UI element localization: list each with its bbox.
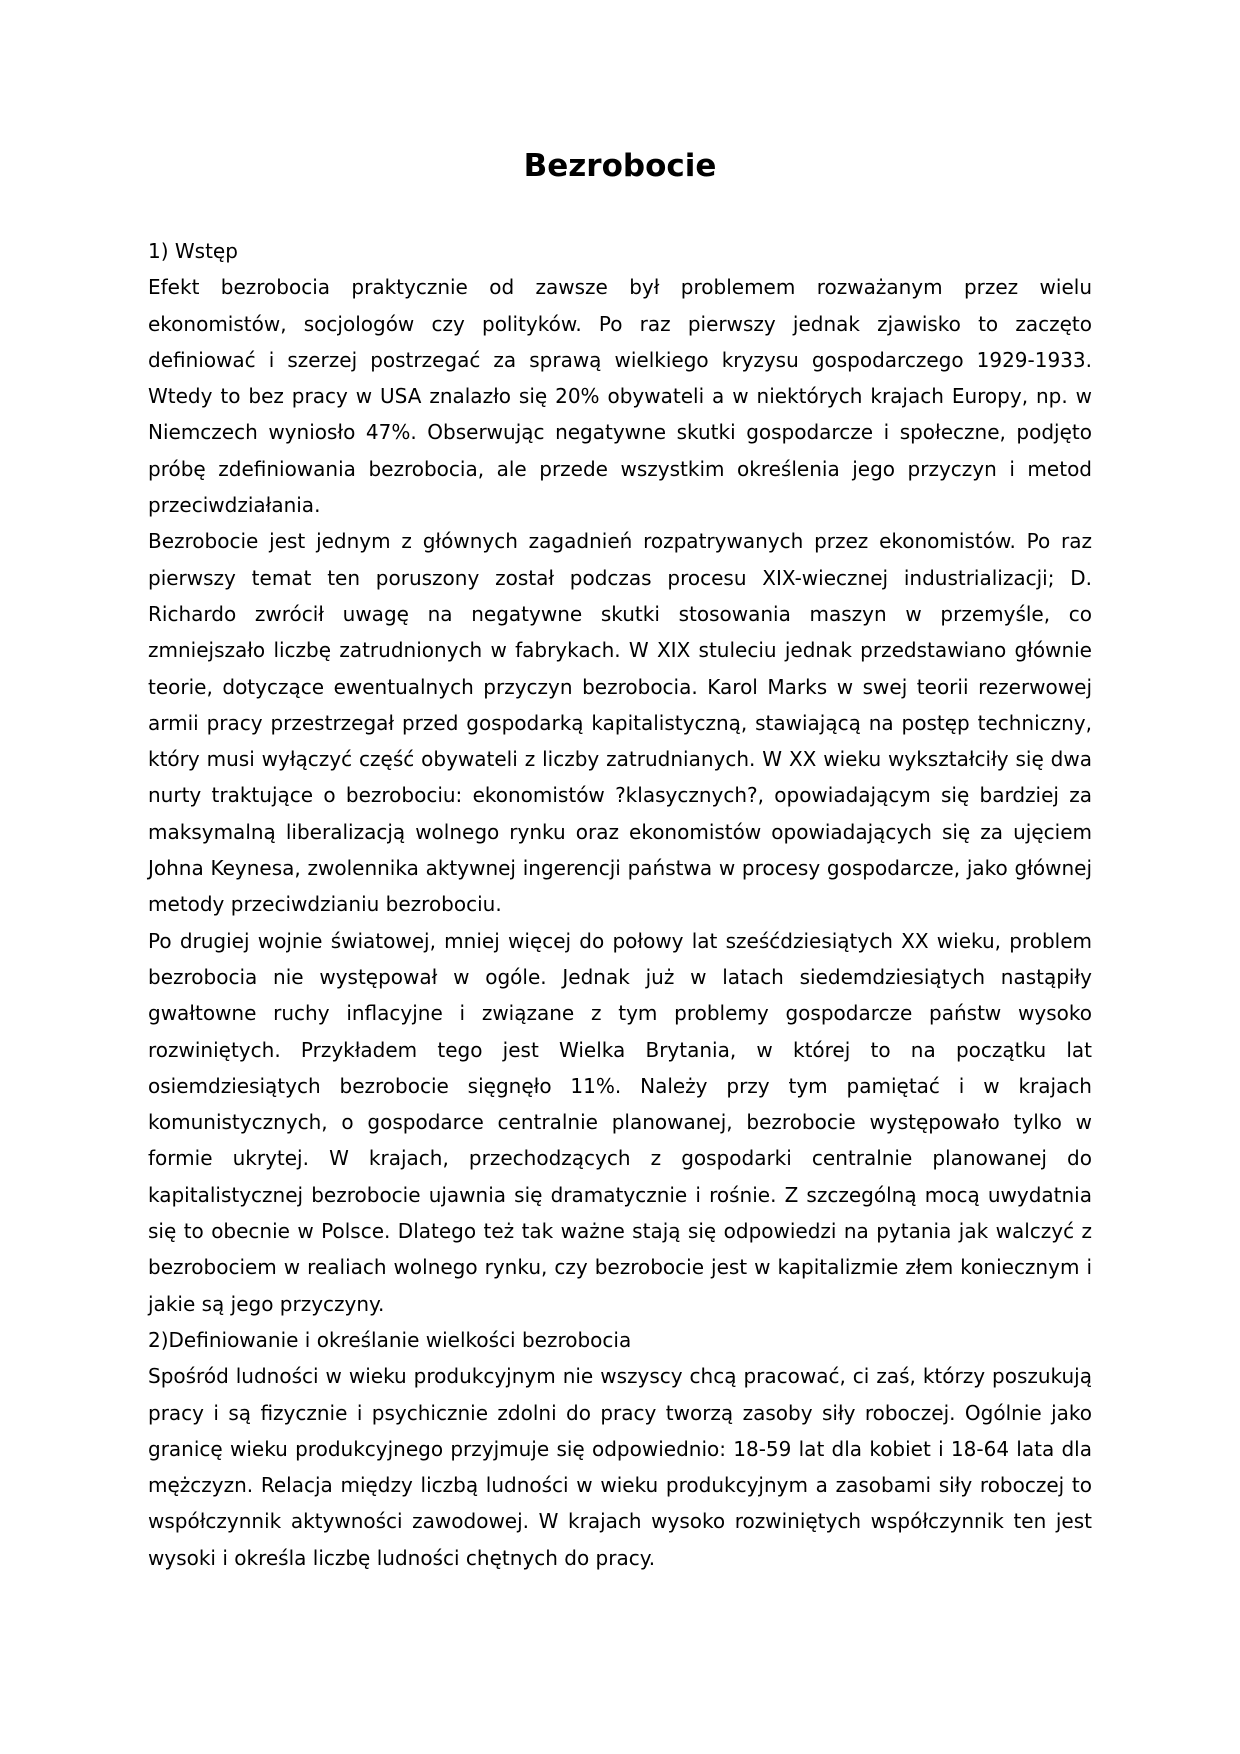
- document-title: Bezrobocie: [523, 148, 717, 184]
- section-heading-definition: 2)Definiowanie i określanie wielkości bezrobocia: [148, 1327, 632, 1352]
- section-heading-introduction: 1) Wstęp: [148, 239, 238, 263]
- paragraph-intro-2: Bezrobocie jest jednym z głównych zagadnień rozpatrywanych przez ekonomistów. Po raz pierwszy temat ten poruszony został podczas procesu XIX-wiecznej industrializacji; D. Richardo zwrócił uwagę na negatywne skutki stosowania maszyn w przemyśle, co zmniejszało liczbę zatrudnionych w fabrykach. W XIX stuleciu jednak przedstawiano głównie teorie, dotyczące ewentualnych przyczyn bezrobocia. Karol Marks w swej teorii rezerwowej armii pracy przestrzegał przed gospodarką kapitalistyczną, stawiającą na postęp techniczny, który musi wyłączyć część obywateli z liczby zatrudnianych. W XX wieku wykształciły się dwa nurty traktujące o bezrobociu: ekonomistów ?klasycznych?, opowiadającym się bardziej za maksymalną liberalizacją wolnego rynku oraz ekonomistów opowiadających się za ujęciem Johna Keynesa, zwolennika aktywnej ingerencji państwa w procesy gospodarcze, jako głównej metody przeciwdzianiu bezrobociu.: [148, 529, 1092, 917]
- paragraph-intro-1: Efekt bezrobocia praktycznie od zawsze był problemem rozważanym przez wielu ekonomistów, socjologów czy polityków. Po raz pierwszy jednak zjawisko to zaczęto definiować i szerzej postrzegać za sprawą wielkiego kryzysu gospodarczego 1929-1933. Wtedy to bez pracy w USA znalazło się 20% obywateli a w niektórych krajach Europy, np. w Niemczech wyniosło 47%. Obserwując negatywne skutki gospodarcze i społeczne, podjęto próbę zdefiniowania bezrobocia, ale przede wszystkim określenia jego przyczyn i metod przeciwdziałania.: [148, 275, 1092, 518]
- document-body: [148, 233, 1092, 1576]
- paragraph-definition-1: Spośród ludności w wieku produkcyjnym nie wszyscy chcą pracować, ci zaś, którzy poszukują pracy i są fizycznie i psychicznie zdolni do pracy tworzą zasoby siły roboczej. Ogólnie jako granicę wieku produkcyjnego przyjmuje się odpowiednio: 18-59 lat dla kobiet i 18-64 lata dla mężczyzn. Relacja między liczbą ludności w wieku produkcyjnym a zasobami siły roboczej to współczynnik aktywności zawodowej. W krajach wysoko rozwiniętych współczynnik ten jest wysoki i określa liczbę ludności chętnych do pracy.: [148, 1364, 1092, 1570]
- paragraph-intro-3: Po drugiej wojnie światowej, mniej więcej do połowy lat sześćdziesiątych XX wieku, problem bezrobocia nie występował w ogóle. Jednak już w latach siedemdziesiątych nastąpiły gwałtowne ruchy inflacyjne i związane z tym problemy gospodarcze państw wysoko rozwiniętych. Przykładem tego jest Wielka Brytania, w której to na początku lat osiemdziesiątych bezrobocie sięgnęło 11%. Należy przy tym pamiętać i w krajach komunistycznych, o gospodarce centralnie planowanej, bezrobocie występowało tylko w formie ukrytej. W krajach, przechodzących z gospodarki centralnie planowanej do kapitalistycznej bezrobocie ujawnia się dramatycznie i rośnie. Z szczególną mocą uwydatnia się to obecnie w Polsce. Dlatego też tak ważne stają się odpowiedzi na pytania jak walczyć z bezrobociem w realiach wolnego rynku, czy bezrobocie jest w kapitalizmie złem koniecznym i jakie są jego przyczyny.: [148, 928, 1092, 1316]
